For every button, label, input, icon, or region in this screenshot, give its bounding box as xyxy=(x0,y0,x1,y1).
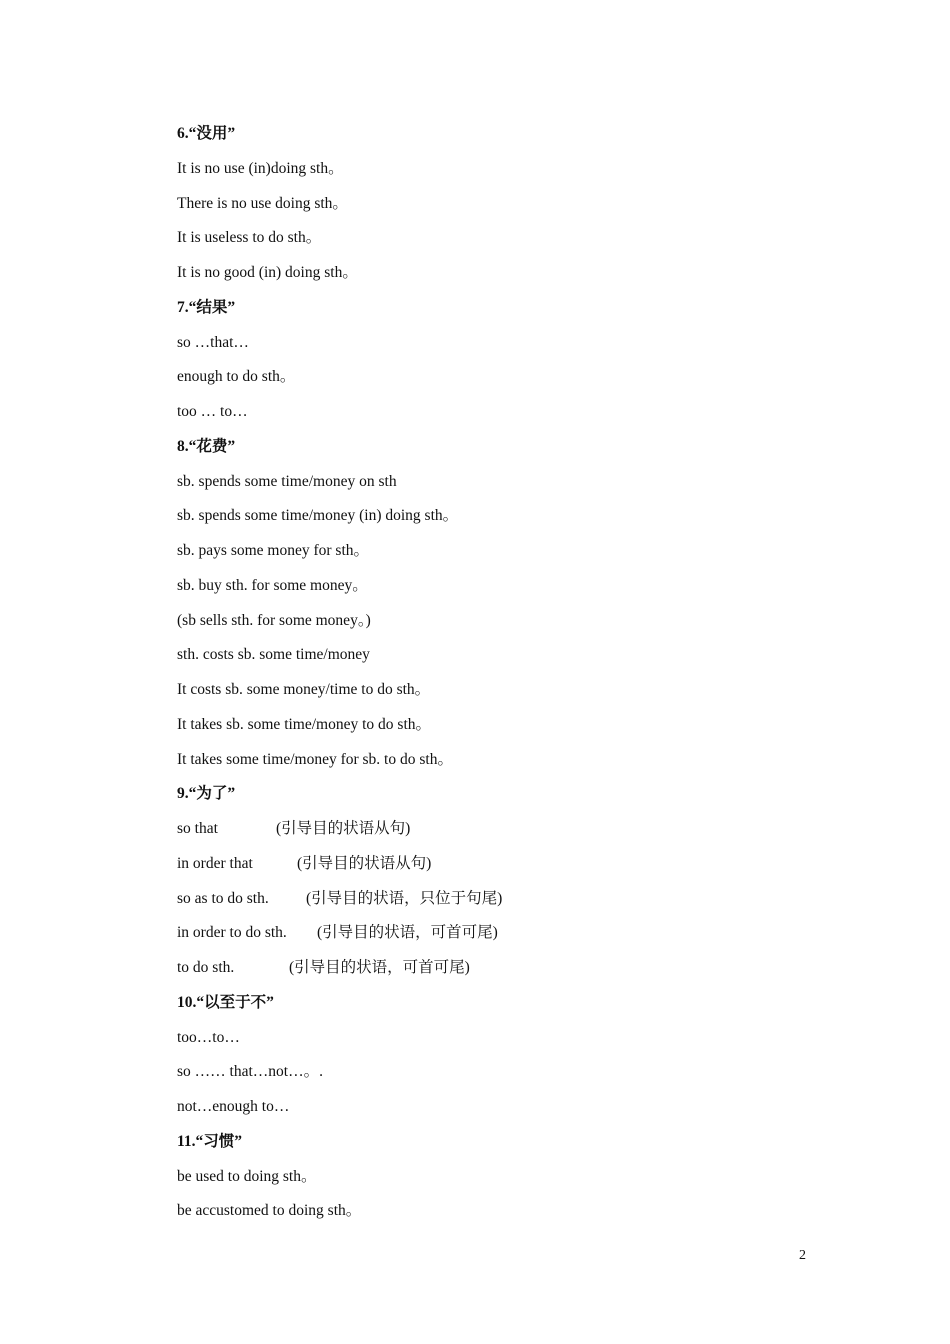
phrase: so as to do sth. xyxy=(177,889,269,907)
phrase-note: (引导目的状语从句) xyxy=(297,854,432,872)
section-heading-result: 7.“结果” xyxy=(177,298,236,316)
text-line: sb. spends some time/money (in) doing sth。 xyxy=(177,507,459,525)
phrase: in order that xyxy=(177,854,253,872)
text-line: It takes some time/money for sb. to do sth。 xyxy=(177,750,453,768)
text-line: be used to doing sth。 xyxy=(177,1167,317,1185)
text-line: sb. buy sth. for some money。 xyxy=(177,576,368,594)
text-line: be accustomed to doing sth。 xyxy=(177,1202,362,1220)
section-heading-habit: 11.“习惯” xyxy=(177,1132,243,1150)
text-line: It is useless to do sth。 xyxy=(177,229,322,247)
text-line: There is no use doing sth。 xyxy=(177,194,348,212)
phrase-note: (引导目的状语，可首可尾) xyxy=(289,959,470,976)
section-heading-useless: 6.“没用” xyxy=(177,125,236,142)
phrase: in order to do sth. xyxy=(177,924,287,942)
text-line: It is no good (in) doing sth。 xyxy=(177,264,358,281)
phrase-note-row xyxy=(177,882,817,917)
section-heading-purpose: 9.“为了” xyxy=(177,785,236,803)
text-line: sb. pays some money for sth。 xyxy=(177,542,370,559)
text-line: sth. costs sb. some time/money xyxy=(177,646,370,664)
text-line: too…to… xyxy=(177,1028,240,1046)
page-content xyxy=(177,117,817,1229)
text-line: so …… that…not…。. xyxy=(177,1063,323,1081)
phrase-note-row xyxy=(177,916,817,951)
phrase-note: (引导目的状语从句) xyxy=(276,820,411,837)
phrase: to do sth. xyxy=(177,959,235,976)
text-line: (sb sells sth. for some money。) xyxy=(177,611,371,629)
section-heading-spend: 8.“花费” xyxy=(177,437,236,455)
text-line: not…enough to… xyxy=(177,1098,290,1115)
phrase: so that xyxy=(177,820,218,837)
phrase-note-row xyxy=(177,847,817,882)
text-line: It is no use (in)doing sth。 xyxy=(177,159,344,177)
phrase-note: (引导目的状语，可首可尾) xyxy=(317,924,498,942)
text-line: so …that… xyxy=(177,333,249,351)
phrase-note-row xyxy=(177,812,817,847)
text-line: too … to… xyxy=(177,403,248,420)
phrase-note-row xyxy=(177,951,817,986)
phrase-note: (引导目的状语，只位于句尾) xyxy=(306,889,503,907)
page-number: 2 xyxy=(799,1248,806,1263)
section-heading-too-to: 10.“以至于不” xyxy=(177,993,274,1011)
text-line: sb. spends some time/money on sth xyxy=(177,472,397,490)
text-line: It takes sb. some time/money to do sth。 xyxy=(177,715,432,733)
text-line: enough to do sth。 xyxy=(177,368,296,386)
text-line: It costs sb. some money/time to do sth。 xyxy=(177,681,431,698)
